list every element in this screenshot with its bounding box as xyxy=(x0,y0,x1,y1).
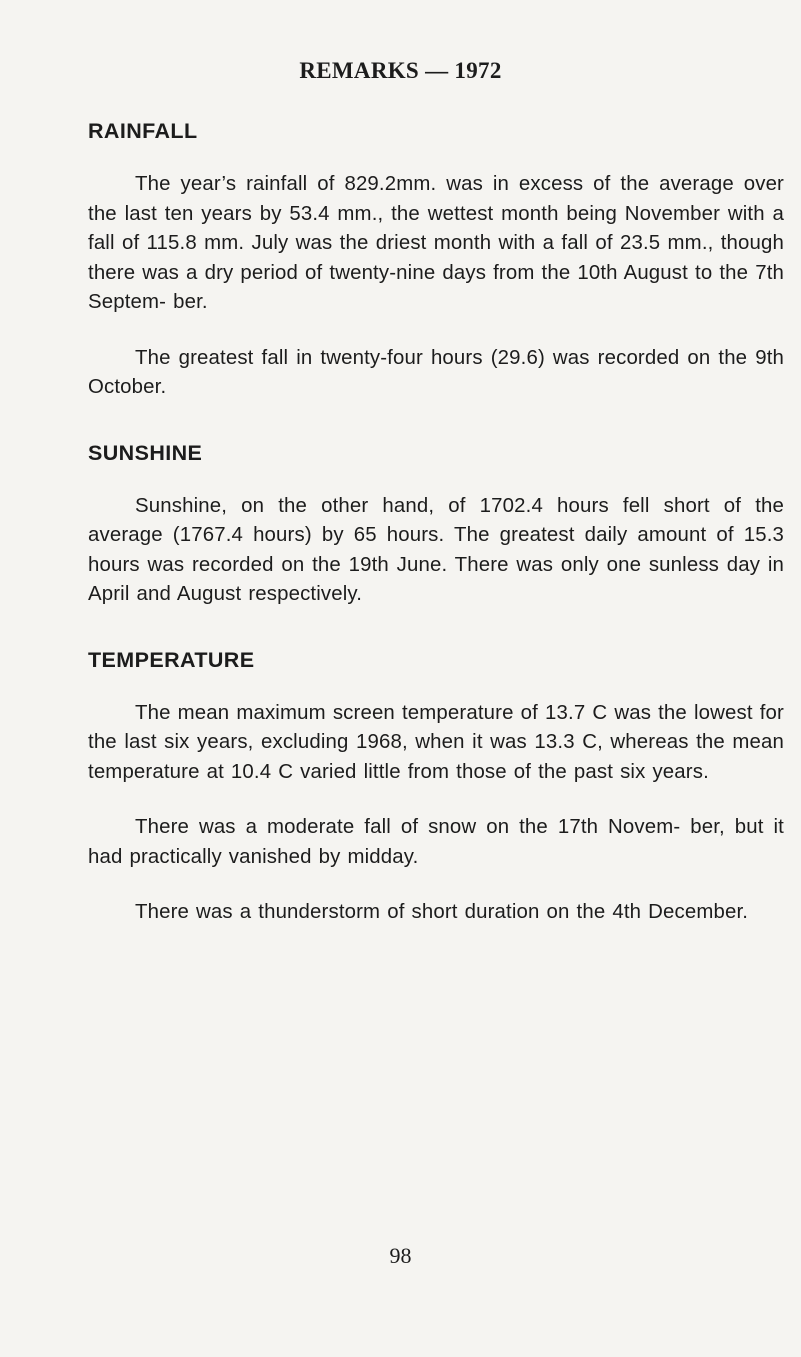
rainfall-paragraph-1: The year’s rainfall of 829.2mm. was in excess of the average over the last ten years by 53.4 mm., the wettest month being November with a fall of 115.8 mm. July was the driest month with a fall of 23.5 mm., though there was a dry period of twenty-nine days from the 10th August to the 7th Septem- ber. xyxy=(88,173,784,313)
sunshine-paragraph-1: Sunshine, on the other hand, of 1702.4 hours fell short of the average (1767.4 hours) by 65 hours. The greatest daily amount of 15.3 hours was recorded on the 19th June. There was only one sunless day in April and August respectively. xyxy=(88,494,784,605)
temperature-paragraph-2: There was a moderate fall of snow on the 17th Novem- ber, but it had practically vanished by midday. xyxy=(88,816,784,868)
temperature-paragraph-1: The mean maximum screen temperature of 13.7 C was the lowest for the last six years, excluding 1968, when it was 13.3 C, whereas the mean temperature at 10.4 C varied little from those of the past six years. xyxy=(88,701,784,783)
page-number: 98 xyxy=(389,1243,412,1268)
section-temperature xyxy=(88,645,784,928)
page-title: REMARKS — 1972 xyxy=(299,58,502,83)
section-heading-sunshine: SUNSHINE xyxy=(88,440,203,465)
rainfall-paragraph-2: The greatest fall in twenty-four hours (29.6) was recorded on the 9th October. xyxy=(88,346,784,398)
section-rainfall xyxy=(88,116,784,403)
document-body xyxy=(88,116,784,928)
temperature-paragraph-3: There was a thunderstorm of short duration on the 4th December. xyxy=(135,901,749,923)
section-heading-temperature: TEMPERATURE xyxy=(88,647,255,672)
section-sunshine xyxy=(88,438,784,610)
section-heading-rainfall: RAINFALL xyxy=(88,119,198,143)
